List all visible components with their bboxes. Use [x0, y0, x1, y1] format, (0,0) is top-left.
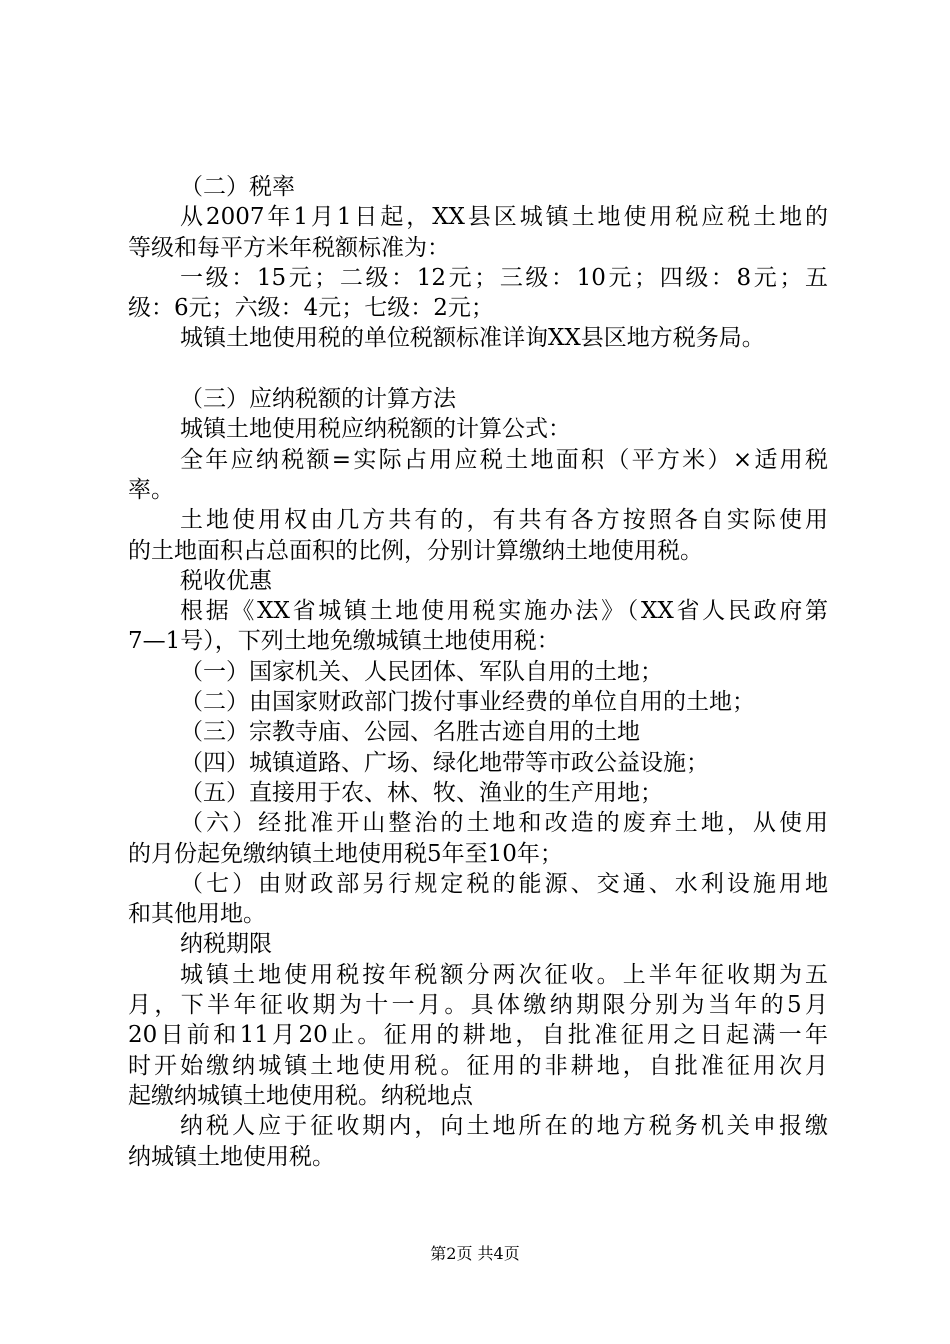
- document-body: [128, 172, 828, 1172]
- text-line: （七）由财政部另行规定税的能源、交通、水利设施用地: [180, 870, 828, 897]
- text-line: 税收优惠: [180, 567, 272, 594]
- text-line: 根据《XX省城镇土地使用税实施办法》（XX省人民政府第: [180, 598, 828, 625]
- text-line: （五）直接用于农、林、牧、渔业的生产用地；: [180, 779, 663, 806]
- text-line: （二）税率: [180, 174, 295, 200]
- text-line: 时开始缴纳城镇土地使用税。征用的非耕地，自批准征用次月: [128, 1052, 828, 1079]
- page-footer: 第2页 共4页: [430, 1244, 520, 1263]
- blank-line: [128, 354, 828, 384]
- text-line: 城镇土地使用税应纳税额的计算公式：: [180, 416, 571, 443]
- text-line: 一级：15元；二级：12元；三级：10元；四级：8元；五: [180, 264, 828, 291]
- text-line: 纳税期限: [180, 931, 272, 958]
- text-line: 土地使用权由几方共有的，有共有各方按照各自实际使用: [180, 507, 828, 534]
- text-line: 纳税人应于征收期内，向土地所在的地方税务机关申报缴: [180, 1113, 828, 1140]
- text-line: 等级和每平方米年税额标准为：: [128, 234, 450, 261]
- text-line: （一）国家机关、人民团体、军队自用的土地；: [180, 658, 663, 685]
- text-line: 从2007年1月1日起，XX县区城镇土地使用税应税土地的: [180, 204, 828, 231]
- text-line: 城镇土地使用税的单位税额标准详询XX县区地方税务局。: [180, 325, 765, 352]
- text-line: 的土地面积占总面积的比例，分别计算缴纳土地使用税。: [128, 537, 703, 564]
- text-line: 级：6元；六级：4元；七级：2元；: [128, 295, 494, 322]
- text-line: 纳城镇土地使用税。: [128, 1143, 335, 1170]
- text-line: （三）宗教寺庙、公园、名胜古迹自用的土地: [180, 719, 640, 746]
- text-line: 7—1号），下列土地免缴城镇土地使用税：: [128, 628, 560, 655]
- text-line: 月，下半年征收期为十一月。具体缴纳期限分别为当年的5月: [128, 992, 828, 1019]
- text-line: 20日前和11月20止。征用的耕地，自批准征用之日起满一年: [128, 1022, 828, 1049]
- text-line: （四）城镇道路、广场、绿化地带等市政公益设施；: [180, 749, 709, 776]
- text-line: 和其他用地。: [128, 901, 266, 928]
- text-line: （六）经批准开山整治的土地和改造的废弃土地，从使用: [180, 810, 828, 837]
- text-line: （三）应纳税额的计算方法: [180, 386, 456, 413]
- text-line: 率。: [128, 476, 174, 503]
- text-line: 全年应纳税额=实际占用应税土地面积（平方米）×适用税: [180, 446, 828, 473]
- text-line: 城镇土地使用税按年税额分两次征收。上半年征收期为五: [180, 961, 828, 988]
- text-line: 的月份起免缴纳镇土地使用税5年至10年；: [128, 840, 563, 867]
- text-line: 起缴纳城镇土地使用税。纳税地点: [128, 1082, 473, 1109]
- text-line: （二）由国家财政部门拨付事业经费的单位自用的土地；: [180, 689, 755, 716]
